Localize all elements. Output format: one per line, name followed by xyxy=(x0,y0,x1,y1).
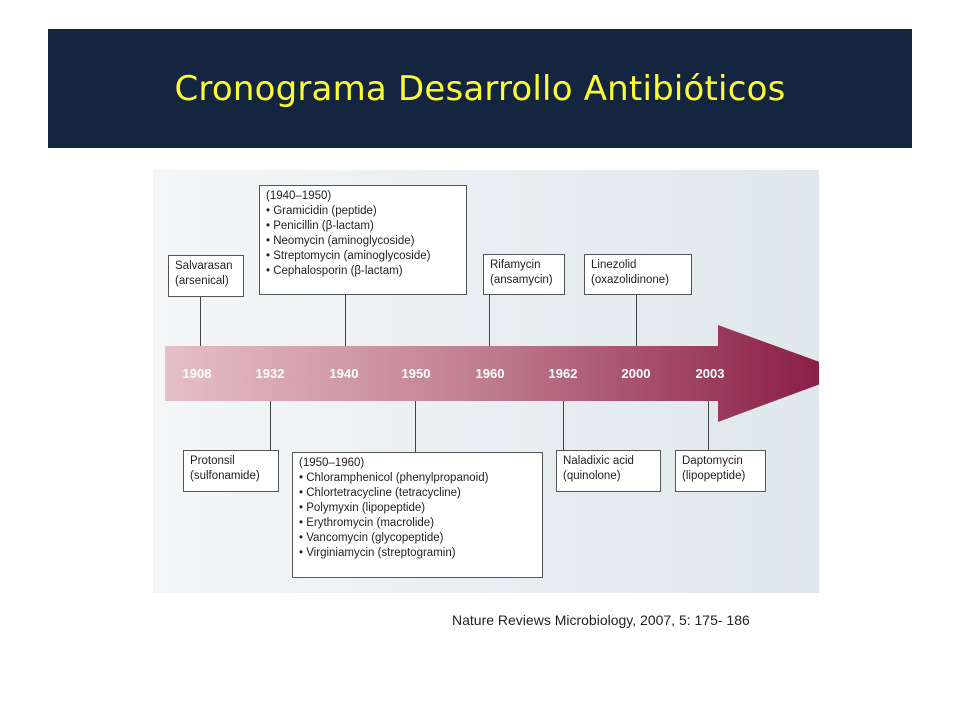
timeline-figure xyxy=(153,170,819,593)
box-line: Linezolid xyxy=(591,259,637,271)
connector-2000 xyxy=(636,295,637,346)
box-line: • Chlortetracycline (tetracycline) xyxy=(299,487,461,499)
year-label: 1962 xyxy=(548,366,578,381)
box-line: • Gramicidin (peptide) xyxy=(266,205,377,217)
box-line: Naladixic acid xyxy=(563,455,634,467)
box-line: (quinolone) xyxy=(563,470,621,482)
box-line: Salvarasan xyxy=(175,260,233,272)
box-line: • Virginiamycin (streptogramin) xyxy=(299,547,456,559)
title-banner xyxy=(48,29,912,148)
box-line: • Chloramphenicol (phenylpropanoid) xyxy=(299,472,489,484)
box-naladixic-acid xyxy=(556,450,661,492)
box-daptomycin xyxy=(675,450,766,492)
box-line: Protonsil xyxy=(190,455,235,467)
box-line: Rifamycin xyxy=(490,259,541,271)
connector-1940 xyxy=(345,295,346,346)
box-protonsil xyxy=(183,450,279,492)
connector-2003 xyxy=(708,401,709,450)
box-line: (oxazolidinone) xyxy=(591,274,669,286)
box-linezolid xyxy=(584,254,692,295)
box-line: • Penicillin (β-lactam) xyxy=(266,220,374,232)
box-line: • Erythromycin (macrolide) xyxy=(299,517,435,529)
box-line: • Neomycin (aminoglycoside) xyxy=(266,235,415,247)
box-line: • Polymyxin (lipopeptide) xyxy=(299,502,426,514)
connector-1960 xyxy=(489,295,490,346)
box-line: (1950–1960) xyxy=(299,457,365,469)
box-line: (lipopeptide) xyxy=(682,470,746,482)
year-label: 1908 xyxy=(182,366,212,381)
year-label: 1960 xyxy=(475,366,505,381)
box-1940-1950 xyxy=(259,185,467,295)
box-line: (sulfonamide) xyxy=(190,470,260,482)
box-line: (arsenical) xyxy=(175,275,229,287)
year-label: 2003 xyxy=(695,366,725,381)
connector-1950 xyxy=(415,401,416,452)
year-label: 1932 xyxy=(255,366,285,381)
box-salvarasan xyxy=(168,255,244,297)
box-line: • Cephalosporin (β-lactam) xyxy=(266,265,403,277)
citation-text: Nature Reviews Microbiology, 2007, 5: 175- 186 xyxy=(452,612,750,628)
year-label: 2000 xyxy=(621,366,651,381)
connector-1962 xyxy=(563,401,564,450)
year-label: 1950 xyxy=(401,366,431,381)
box-line: Daptomycin xyxy=(682,455,743,467)
connector-1932 xyxy=(270,401,271,450)
box-line: (ansamycin) xyxy=(490,274,553,286)
box-1950-1960 xyxy=(292,452,543,578)
box-line: • Vancomycin (glycopeptide) xyxy=(299,532,444,544)
box-rifamycin xyxy=(483,254,565,295)
connector-1908 xyxy=(200,297,201,346)
box-line: (1940–1950) xyxy=(266,190,332,202)
slide-title: Cronograma Desarrollo Antibióticos xyxy=(174,68,786,109)
box-line: • Streptomycin (aminoglycoside) xyxy=(266,250,431,262)
year-label: 1940 xyxy=(329,366,359,381)
